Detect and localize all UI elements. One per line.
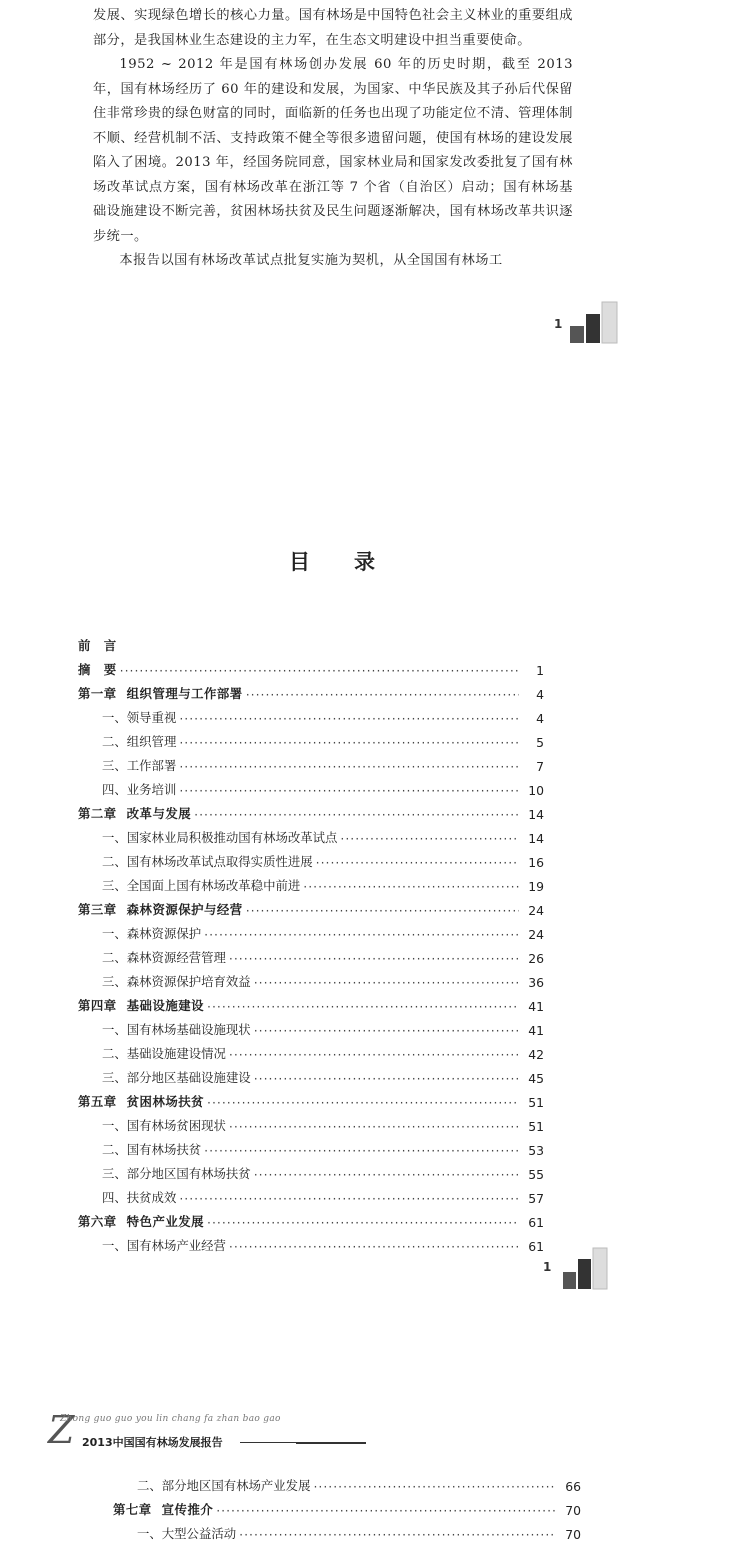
toc-section-row[interactable] (78, 826, 544, 846)
toc-chapter-row[interactable] (78, 634, 544, 654)
toc-entry-number: 一、国有林场基础设施现状 (102, 1022, 251, 1037)
toc-entry-label (78, 1164, 251, 1182)
toc-entry-number: 二、国有林场扶贫 (102, 1142, 202, 1157)
toc-page-number: 24 (528, 927, 544, 942)
toc-section-row[interactable] (78, 874, 544, 894)
toc-section-row[interactable] (78, 778, 544, 798)
toc-entry-label (78, 804, 191, 822)
toc-entry-label (78, 756, 176, 774)
paragraph: 发展、实现绿色增长的核心力量。国有林场是中国特色社会主义林业的重要组成部分，是我国林业生态建设的主力军，在生态文明建设中担当重要使命。 (93, 8, 573, 48)
toc-chapter-row[interactable] (78, 898, 544, 918)
toc-section-row[interactable] (78, 1114, 544, 1134)
toc-entry-label (78, 948, 226, 966)
toc-entry-label (78, 660, 117, 678)
toc-page-number: 4 (536, 687, 544, 702)
toc-page-number: 70 (565, 1503, 581, 1518)
toc-page-number: 51 (528, 1119, 544, 1134)
toc-section-row[interactable] (78, 1138, 544, 1158)
toc-page-number: 61 (528, 1215, 544, 1230)
toc-entry-number: 二、部分地区国有林场产业发展 (137, 1478, 311, 1493)
dot-leader (204, 927, 519, 942)
toc-entry-label (78, 636, 117, 654)
dot-leader (229, 1119, 519, 1134)
toc-section-row[interactable] (78, 730, 544, 750)
toc-entry-title: 特色产业发展 (126, 1214, 205, 1229)
toc-entry-number: 三、全国面上国有林场改革稳中前进 (102, 878, 301, 893)
toc-entry-label (78, 1140, 201, 1158)
dot-leader (246, 903, 519, 918)
toc-entry-label (78, 684, 243, 702)
toc-entry-number: 三、工作部署 (102, 758, 177, 773)
toc-section-row[interactable] (78, 922, 544, 942)
toc-entry-number: 第七章 (113, 1502, 152, 1517)
toc-entry-title: 基础设施建设 (126, 998, 205, 1013)
toc-entry-label (78, 1068, 251, 1086)
dot-leader (207, 1215, 519, 1230)
toc-page-number: 41 (528, 999, 544, 1014)
toc-entry-number: 第三章 (78, 902, 117, 917)
toc-section-row[interactable] (78, 1186, 544, 1206)
toc-entry-label (78, 1236, 226, 1254)
dot-leader (254, 975, 519, 990)
toc-page-number: 7 (536, 759, 544, 774)
toc-entry-label (78, 1212, 204, 1230)
toc-entry-number: 前 言 (78, 638, 117, 653)
toc-entry-number: 一、领导重视 (102, 710, 177, 725)
toc-entry-number: 三、部分地区国有林场扶贫 (102, 1166, 251, 1181)
toc-page-number: 16 (528, 855, 544, 870)
dot-leader (239, 1527, 556, 1542)
toc-section-row[interactable] (78, 706, 544, 726)
header-title: 2013中国国有林场发展报告 (82, 1436, 223, 1449)
toc-page-number: 4 (536, 711, 544, 726)
bar-chart-logo-icon (561, 1246, 611, 1292)
toc-page-number: 14 (528, 831, 544, 846)
toc-entry-number: 一、国有林场贫困现状 (102, 1118, 226, 1133)
toc-chapter-row[interactable] (78, 802, 544, 822)
toc-entry-label (78, 1020, 251, 1038)
toc-entry-title: 改革与发展 (126, 806, 192, 821)
body-text (93, 4, 573, 274)
toc-section-row[interactable] (78, 1042, 544, 1062)
toc-entry-number: 一、国家林业局积极推动国有林场改革试点 (102, 830, 338, 845)
toc-page-number: 70 (565, 1527, 581, 1542)
toc-page-number: 41 (528, 1023, 544, 1038)
dot-leader (254, 1071, 519, 1086)
toc-section-row[interactable] (78, 1066, 544, 1086)
toc-entry-title: 贫困林场扶贫 (126, 1094, 205, 1109)
toc-entry-label (78, 732, 176, 750)
toc-entry-number: 第四章 (78, 998, 117, 1013)
toc-entry-number: 二、森林资源经营管理 (102, 950, 226, 965)
dot-leader (340, 831, 519, 846)
toc-chapter-row[interactable] (78, 1210, 544, 1230)
divider (296, 1442, 366, 1444)
dot-leader (229, 1239, 519, 1254)
dot-leader (120, 663, 519, 678)
dot-leader (254, 1167, 519, 1182)
toc-page-number: 10 (528, 783, 544, 798)
toc-entry-label (78, 876, 300, 894)
toc-entry-label (113, 1476, 310, 1494)
toc-entry-label (78, 1116, 226, 1134)
running-header (48, 1410, 378, 1460)
toc-entry-title: 宣传推介 (161, 1502, 214, 1517)
toc-section-row[interactable] (78, 946, 544, 966)
toc-section-row[interactable] (78, 1018, 544, 1038)
header-letter: Z (48, 1408, 75, 1452)
dot-leader (179, 1191, 519, 1206)
toc-entry-label (78, 996, 204, 1014)
dot-leader (204, 1143, 519, 1158)
dot-leader (246, 687, 519, 702)
dot-leader (254, 1023, 519, 1038)
toc-entry-label (78, 900, 243, 918)
toc-page-number: 14 (528, 807, 544, 822)
toc-entry-number: 第五章 (78, 1094, 117, 1109)
toc-section-row[interactable] (78, 970, 544, 990)
toc-section-row[interactable] (78, 1234, 544, 1254)
toc-entry-title: 森林资源保护与经营 (126, 902, 243, 917)
toc-entry-label (113, 1500, 213, 1518)
toc-entry-label (78, 852, 313, 870)
toc-section-row[interactable] (113, 1474, 581, 1494)
toc-page-number: 53 (528, 1143, 544, 1158)
toc-chapter-row[interactable] (78, 658, 544, 678)
dot-leader (229, 1047, 519, 1062)
toc-chapter-row[interactable] (78, 1090, 544, 1110)
bar-chart-logo-icon (568, 300, 624, 346)
page-number: 1 (543, 1260, 552, 1274)
toc-entry-number: 第二章 (78, 806, 117, 821)
toc-page-number: 42 (528, 1047, 544, 1062)
toc-page-number: 51 (528, 1095, 544, 1110)
toc-page-number: 55 (528, 1167, 544, 1182)
toc-entry-label (78, 708, 176, 726)
toc-page-number: 5 (536, 735, 544, 750)
toc-page-number: 26 (528, 951, 544, 966)
toc-entry-label (78, 972, 251, 990)
toc-chapter-row[interactable] (78, 682, 544, 702)
toc-page-number: 19 (528, 879, 544, 894)
toc-section-row[interactable] (78, 1162, 544, 1182)
toc-page-number: 66 (565, 1479, 581, 1494)
toc-page-number: 24 (528, 903, 544, 918)
toc-entry-number: 四、扶贫成效 (102, 1190, 177, 1205)
toc-entry-number: 三、森林资源保护培育效益 (102, 974, 251, 989)
toc-entry-number: 一、森林资源保护 (102, 926, 202, 941)
paragraph: 本报告以国有林场改革试点批复实施为契机，从全国国有林场工 (119, 253, 503, 268)
toc-entry-number: 摘 要 (78, 662, 117, 677)
toc-section-row[interactable] (78, 754, 544, 774)
header-pinyin: Zhong guo guo you lin chang fa zhan bao gao (60, 1414, 281, 1424)
dot-leader (179, 759, 519, 774)
toc-entry-number: 第六章 (78, 1214, 117, 1229)
toc-entry-label (78, 1188, 176, 1206)
toc-page-number: 61 (528, 1239, 544, 1254)
toc-entry-label (78, 1044, 226, 1062)
toc-title: 目录 (289, 549, 419, 574)
dot-leader (313, 1479, 556, 1494)
toc-entry-number: 一、大型公益活动 (137, 1526, 237, 1541)
dot-leader (207, 1095, 519, 1110)
toc-page-number: 57 (528, 1191, 544, 1206)
dot-leader (216, 1503, 556, 1518)
dot-leader (194, 807, 519, 822)
dot-leader (316, 855, 519, 870)
toc-entry-number: 二、国有林场改革试点取得实质性进展 (102, 854, 313, 869)
toc-section-row[interactable] (78, 850, 544, 870)
toc-entry-number: 第一章 (78, 686, 117, 701)
toc-entry-number: 二、基础设施建设情况 (102, 1046, 226, 1061)
toc-section-row[interactable] (113, 1522, 581, 1542)
dot-leader (179, 783, 519, 798)
toc-page-number: 1 (536, 663, 544, 678)
dot-leader (207, 999, 519, 1014)
toc-entry-number: 四、业务培训 (102, 782, 177, 797)
dot-leader (179, 711, 519, 726)
toc-page-number: 36 (528, 975, 544, 990)
dot-leader (179, 735, 519, 750)
dot-leader (229, 951, 519, 966)
toc-entry-label (78, 1092, 204, 1110)
toc-entry-number: 一、国有林场产业经营 (102, 1238, 226, 1253)
page-number: 1 (554, 317, 563, 331)
toc-page-number: 45 (528, 1071, 544, 1086)
toc-chapter-row[interactable] (113, 1498, 581, 1518)
paragraph: 1952 ~ 2012 年是国有林场创办发展 60 年的历史时期，截至 2013 年，国有林场经历了 60 年的建设和发展，为国家、中华民族及其子孙后代保留住非常珍贵的绿色财富的同时，面临新的任务也出现了功能定位不清、管理体制不顺、经营机制不活、支持政策不健全等很多遗留问题，使国有林场的建设发展陷入了困境。2013 年，经国务院同意，国家林业局和国家发改委批复了国有林场改革试点方案，国有林场改革在浙江等 7 个省（自治区）启动；国有林场基础设施建设不断完善，贫困林场扶贫及民生问题逐渐解决，国有林场改革共识逐步统一。 (93, 57, 573, 244)
toc-entry-number: 二、组织管理 (102, 734, 177, 749)
toc-entry-title: 组织管理与工作部署 (126, 686, 243, 701)
dot-leader (303, 879, 519, 894)
toc-chapter-row[interactable] (78, 994, 544, 1014)
toc-entry-label (113, 1524, 236, 1542)
toc-entry-label (78, 780, 176, 798)
toc-entry-number: 三、部分地区基础设施建设 (102, 1070, 251, 1085)
toc-entry-label (78, 924, 201, 942)
toc-entry-label (78, 828, 337, 846)
